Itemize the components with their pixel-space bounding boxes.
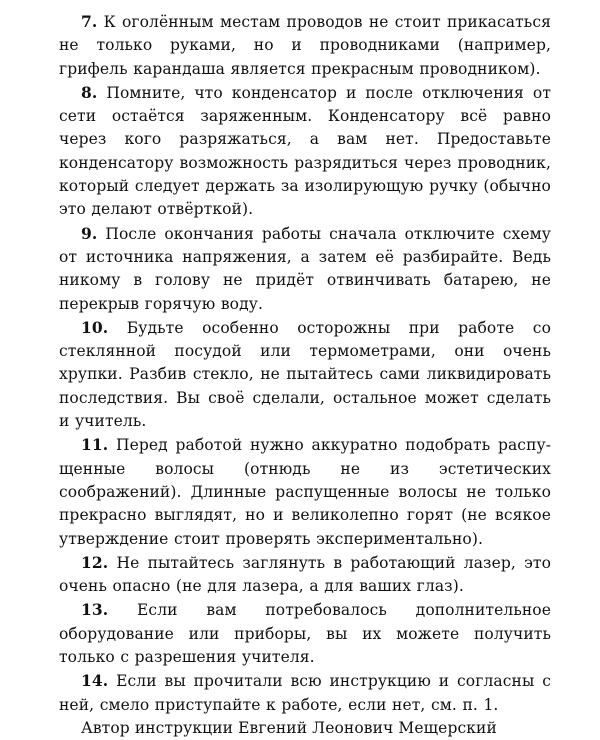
rule-number: 8. [81, 82, 98, 102]
rule-paragraph-11 [59, 433, 551, 550]
author-line: Автор инструкции Евгений Леонович Мещерский [81, 718, 497, 737]
rule-text: Будьте особенно осторожны при работе со стеклянной посудой или термометрами, они очень хрупки. Разбив стекло, не пытайтесь сами ликвидировать последствия. Вы своё сделали, остальное может сделать и учитель. [59, 318, 551, 431]
rule-text: Помните, что конденсатор и после отключения от сети остаётся заряженным. Конденсатору всё равно через кого разряжаться, а вам нет. Предоставьте конденсатору возможность разрядиться через проводник, который следует держать за изолирующую ручку (обычно это делают отвёрткой). [59, 83, 551, 219]
rule-number: 11. [81, 435, 109, 455]
instruction-page [59, 10, 551, 740]
rule-number: 9. [81, 223, 98, 243]
rule-number: 13. [81, 600, 109, 620]
rule-text: После окончания работы сначала отключите схему от источника напряжения, а затем её разбирайте. Ведь никому в голову не придёт отвинчивать батарею, не перекрыв горячую воду. [59, 224, 552, 313]
rule-paragraph-13 [59, 598, 551, 669]
rule-text: К оголённым местам проводов не стоит прикасаться не только руками, но и проводниками (например, грифель карандаша является прекрасным проводником). [59, 13, 551, 78]
rule-text: Не пытайтесь заглянуть в работающий лазер, это очень опасно (не для лазера, а для ваших глаз). [59, 553, 551, 596]
rule-number: 12. [81, 552, 109, 572]
rule-paragraph-9 [59, 222, 551, 316]
rule-text: Если вы прочитали всю инструкцию и согласны с ней, смело приступайте к работе, если нет, см. п. 1. [59, 672, 551, 714]
rule-text: Перед работой нужно аккуратно подобрать распущенные волосы (отнюдь не из эстетических соображений). Длинные распущенные волосы не только прекрасно выглядят, но и великолепно горят (не всякое утверждение стоит проверять экспериментально). [59, 436, 551, 548]
rule-paragraph-12 [59, 551, 551, 599]
rule-paragraph-8 [59, 81, 551, 222]
rule-paragraph-10 [59, 316, 551, 433]
rule-number: 7. [81, 12, 98, 31]
rule-number: 10. [81, 317, 109, 337]
rule-number: 14. [81, 671, 109, 691]
rule-paragraph-14 [59, 669, 551, 717]
rule-text: Если вам потребовалось дополнительное оборудование или приборы, вы их можете получить только с разрешения учителя. [59, 601, 551, 667]
rule-paragraph-7 [59, 10, 551, 81]
